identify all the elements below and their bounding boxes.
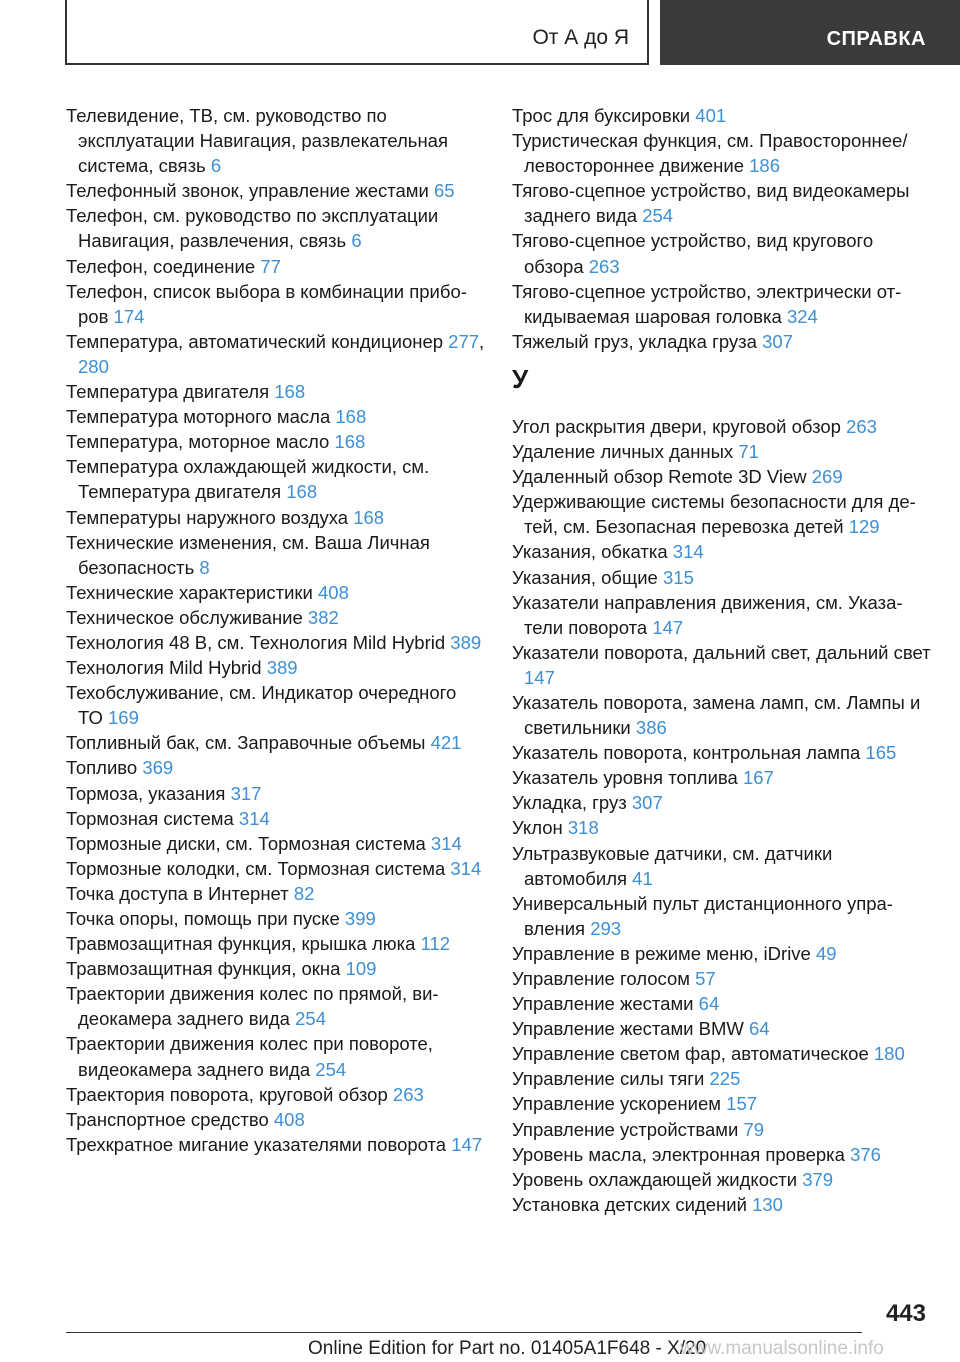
index-group-t-continued [512, 103, 932, 354]
page-reference-link[interactable]: 263 [588, 255, 620, 277]
page-reference-link[interactable]: 314 [672, 541, 704, 563]
index-entry-text: Указатели направления движения, см. Указатели поворота [512, 591, 903, 638]
index-entry-text: Топливо [66, 757, 143, 779]
index-entry-text: Траектория поворота, круговой обзор [66, 1083, 393, 1105]
index-entry [512, 891, 932, 941]
index-entry-text: Температуры наружного воздуха [66, 506, 354, 528]
page-reference-link[interactable]: 386 [635, 717, 667, 739]
page-reference-link[interactable]: 147 [524, 666, 555, 688]
index-entry [66, 254, 486, 279]
index-entry [66, 856, 486, 881]
index-entry-text: Указания, общие [512, 566, 663, 588]
index-entry [66, 630, 486, 655]
page-reference-link[interactable]: 314 [238, 807, 270, 829]
page-reference-link[interactable]: 64 [749, 1018, 770, 1040]
page-reference-link[interactable]: 112 [420, 933, 451, 955]
index-entry [512, 690, 932, 740]
index-entry [66, 203, 486, 253]
index-entry [66, 178, 486, 203]
index-entry [512, 565, 932, 590]
index-entry-text: Температура, моторное масло [66, 431, 335, 453]
index-entry [512, 489, 932, 539]
index-entry-text: Траектории движения колес по прямой, видеокамера заднего вида [66, 983, 439, 1030]
footer-edition: Online Edition for Part no. 01405A1F648 - X/20 [308, 1338, 707, 1359]
index-entry-text: Температура, автоматический кондиционер [66, 330, 449, 352]
index-entry-text: Температура охлаждающей жидкости, см. Температура двигателя [66, 456, 430, 503]
index-entry-text: Управление жестами BMW [512, 1018, 749, 1040]
header-chapter-title: СПРАВКА [826, 28, 926, 50]
index-entry [66, 680, 486, 730]
header-chapter-tab [660, 0, 960, 65]
index-entry-text: Удаление личных данных [512, 441, 739, 463]
index-entry-text: Указатели поворота, дальний свет, дальний свет [512, 641, 931, 663]
page-reference-link[interactable]: 376 [850, 1143, 881, 1165]
index-column-right [512, 103, 932, 1217]
index-entry-text: Уровень охлаждающей жидкости [512, 1168, 803, 1190]
index-entry [512, 590, 932, 640]
index-entry-text: Уклон [512, 817, 568, 839]
page-reference-link[interactable]: 169 [108, 707, 139, 729]
index-entry [66, 730, 486, 755]
index-column-left [66, 103, 486, 1157]
index-entry [512, 1192, 932, 1217]
page-reference-link[interactable]: 263 [392, 1083, 424, 1105]
index-entry-text: Указатель поворота, контрольная лампа [512, 742, 866, 764]
index-entry [66, 781, 486, 806]
index-entry [66, 931, 486, 956]
page-reference-link[interactable]: 79 [743, 1118, 765, 1140]
page-reference-link[interactable]: 277 [448, 330, 480, 352]
index-entry [66, 429, 486, 454]
index-letter-heading: У [512, 363, 529, 394]
index-entry [512, 1117, 932, 1142]
index-entry [66, 881, 486, 906]
index-entry-text: Температура двигателя [66, 381, 275, 403]
index-entry-text: Траектории движения колес при повороте, видеокамера заднего вида [66, 1033, 433, 1080]
index-entry-text: Тягово-сцепное устройство, электрически откидываемая шаровая головка [512, 280, 902, 327]
index-entry-text: Технология 48 В, см. Технология Mild Hybrid [66, 631, 451, 653]
page-reference-link[interactable]: 157 [726, 1093, 758, 1115]
index-entry [66, 1031, 486, 1081]
index-entry-text: Уровень масла, электронная проверка [512, 1143, 851, 1165]
page-reference-link[interactable]: 49 [815, 942, 837, 964]
index-entry-text: Тормозные колодки, см. Тормозная система [66, 857, 451, 879]
page-reference-link[interactable]: 317 [230, 782, 262, 804]
index-entry [66, 505, 486, 530]
index-entry [512, 841, 932, 891]
index-entry-text: Тяжелый груз, укладка груза [512, 330, 763, 352]
index-entry [66, 1107, 486, 1132]
index-entry [512, 103, 932, 128]
page-reference-link[interactable]: 314 [450, 857, 482, 879]
page-reference-link[interactable]: 408 [273, 1108, 305, 1130]
index-entry-text: Точка опоры, помощь при пуске [66, 908, 345, 929]
index-entry [512, 1091, 932, 1116]
index-entry-text: Телефон, соединение [66, 255, 261, 277]
page-reference-link[interactable]: 186 [749, 155, 781, 177]
index-entry-text: Укладка, груз [512, 792, 632, 814]
page-reference-link[interactable]: 225 [709, 1068, 741, 1090]
index-entry [512, 128, 932, 178]
index-group-u [512, 414, 932, 1217]
page-reference-link[interactable]: 147 [451, 1133, 483, 1155]
index-entry [66, 279, 486, 329]
index-entry [512, 640, 932, 690]
index-entry-text: Точка доступа в Интернет [66, 882, 294, 904]
index-entry [66, 1082, 486, 1107]
index-entry [66, 379, 486, 404]
index-entry [512, 539, 932, 564]
index-entry [66, 1132, 486, 1157]
index-entry [66, 103, 486, 178]
page-reference-link[interactable]: 379 [802, 1168, 834, 1190]
page-reference-link[interactable]: 315 [663, 566, 694, 588]
index-entry-text: Удаленный обзор Remote 3D View [512, 466, 812, 488]
page-reference-link[interactable]: 314 [430, 832, 462, 854]
page-reference-link[interactable]: 174 [113, 305, 145, 327]
index-entry [512, 228, 932, 278]
page-reference-link[interactable]: 165 [865, 742, 897, 764]
index-entry-text: Установка детских сидений [512, 1193, 753, 1215]
page-reference-link[interactable]: 389 [450, 631, 482, 653]
index-entry-text: Тормоза, указания [66, 782, 231, 804]
page-reference-link[interactable]: 280 [78, 355, 109, 377]
page-reference-link[interactable]: 401 [695, 105, 727, 126]
index-entry-text: Управление в режиме меню, iDrive [512, 942, 816, 964]
index-entry [66, 404, 486, 429]
index-entry [512, 991, 932, 1016]
index-entry [66, 906, 486, 931]
page-reference-link[interactable]: 8 [199, 556, 210, 578]
page-reference-link[interactable]: 82 [293, 882, 315, 904]
page-reference-link[interactable]: 71 [738, 441, 759, 463]
header-section-box [65, 0, 649, 65]
index-entry [512, 329, 932, 354]
page-reference-link[interactable]: 399 [344, 908, 376, 929]
index-entry-text: Техобслуживание, см. Индикатор очередного ТО [66, 682, 457, 729]
index-entry-text: Управление жестами [512, 993, 699, 1015]
page-reference-link[interactable]: 77 [260, 255, 281, 277]
index-entry-text: Техническое обслуживание [66, 606, 308, 628]
index-entry [512, 1066, 932, 1091]
index-entry-text: Управление устройствами [512, 1118, 744, 1140]
page-reference-link[interactable]: 324 [786, 305, 818, 327]
page-reference-link[interactable]: 6 [351, 230, 362, 252]
page-reference-link[interactable]: 254 [295, 1008, 326, 1030]
index-entry [512, 765, 932, 790]
index-entry-text: Тормозная система [66, 807, 239, 829]
page-reference-link[interactable]: 41 [632, 867, 653, 889]
index-entry-text: Транспортное средство [66, 1108, 274, 1130]
page-reference-link[interactable]: 293 [590, 917, 622, 939]
page-reference-link[interactable]: 168 [286, 481, 318, 503]
index-entry-text: Ультразвуковые датчики, см. датчики автомобиля [512, 842, 833, 889]
page-reference-link[interactable]: 369 [142, 757, 174, 779]
index-entry-text: Тягово-сцепное устройство, вид видеокамеры заднего вида [512, 180, 910, 227]
index-entry-text: Указания, обкатка [512, 541, 673, 563]
index-entry [66, 605, 486, 630]
page-reference-link[interactable]: 6 [210, 155, 222, 177]
page-reference-link[interactable]: 167 [742, 767, 774, 789]
footer-watermark: www.manualsonline.info [680, 1338, 884, 1359]
page-reference-link[interactable]: 263 [846, 415, 877, 437]
index-entry-text: Управление ускорением [512, 1093, 727, 1115]
index-entry-text: Указатель уровня топлива [512, 767, 743, 789]
index-entry [512, 1142, 932, 1167]
index-entry [66, 981, 486, 1031]
index-entry [66, 755, 486, 780]
page-reference-link[interactable]: 254 [315, 1058, 347, 1080]
index-entry [512, 178, 932, 228]
index-entry-text: Температура моторного масла [66, 406, 336, 428]
footer-divider [66, 1332, 862, 1333]
index-entry-text: Технология Mild Hybrid [66, 657, 267, 679]
index-entry [512, 1041, 932, 1066]
page-number: 443 [885, 1300, 926, 1327]
page-reference-link[interactable]: 408 [318, 581, 349, 603]
page-reference-link[interactable]: 65 [433, 180, 455, 202]
index-entry [512, 279, 932, 329]
index-entry [512, 414, 932, 439]
index-entry-text: Тягово-сцепное устройство, вид кругового обзора [512, 230, 874, 277]
page-reference-link[interactable]: 269 [811, 466, 843, 488]
page-reference-link[interactable]: 389 [266, 657, 298, 679]
index-entry-text: Управление светом фар, автоматическое [512, 1043, 874, 1065]
page-reference-link[interactable]: 168 [353, 506, 385, 528]
page-reference-link[interactable]: 168 [274, 381, 306, 403]
index-entry-text: Тормозные диски, см. Тормозная система [66, 832, 431, 854]
page-reference-link[interactable]: 64 [698, 993, 720, 1015]
index-entry-text: Указатель поворота, замена ламп, см. Лампы и светильники [512, 691, 921, 739]
index-entry-text: Удерживающие системы безопасности для детей, см. Безопасная перевозка детей [512, 491, 916, 538]
index-entry [66, 831, 486, 856]
index-entry-text: Универсальный пульт дистанционного управления [512, 892, 893, 939]
index-entry: Температура, автоматический кондиционер 277, 280 [66, 330, 485, 377]
page-reference-link[interactable]: 168 [335, 406, 367, 428]
page-reference-link[interactable]: 382 [307, 606, 339, 628]
index-entry [512, 815, 932, 840]
page-reference-link[interactable]: 130 [752, 1193, 783, 1215]
index-entry [512, 1016, 932, 1041]
index-entry-text: Трос для буксировки [512, 105, 696, 126]
index-entry-text: Управление голосом [512, 968, 696, 989]
page-reference-link[interactable]: 147 [652, 616, 684, 638]
index-entry [66, 956, 486, 981]
index-entry [512, 740, 932, 765]
index-entry-text: Топливный бак, см. Заправочные объемы [66, 732, 431, 754]
page-reference-link[interactable]: 421 [430, 732, 462, 754]
index-entry [66, 454, 486, 504]
header-section-title: От А до Я [532, 26, 629, 49]
index-entry-text: Телефонный звонок, управление жестами [66, 180, 434, 202]
index-entry [66, 530, 486, 580]
index-entry-text: Технические изменения, см. Ваша Личная безопасность [66, 531, 430, 578]
index-entry-text: Травмозащитная функция, крышка люка [66, 933, 421, 955]
index-entry [512, 790, 932, 815]
index-entry-text: Телефон, список выбора в комбинации приборов [66, 280, 467, 327]
page-reference-link[interactable]: 109 [345, 958, 377, 980]
index-entry [512, 941, 932, 966]
index-entry-text: Телефон, см. руководство по эксплуатации Навигация, развлечения, связь [66, 205, 439, 252]
page-reference-link[interactable]: 307 [762, 330, 793, 352]
page-reference-link[interactable]: 57 [695, 968, 716, 989]
index-entry [66, 806, 486, 831]
index-entry [512, 464, 932, 489]
index-entry-text: Туристическая функция, см. Правостороннее/ левостороннее движение [512, 130, 908, 177]
index-entry [512, 1167, 932, 1192]
page-reference-link[interactable]: 180 [873, 1043, 905, 1065]
index-entry-text: Телевидение, ТВ, см. руководство по эксплуатации Навигация, развлекательная система, связь [66, 105, 448, 177]
page-reference-link[interactable]: 129 [848, 516, 880, 538]
index-entry [512, 439, 932, 464]
index-entry-text: Угол раскрытия двери, круговой обзор [512, 415, 847, 437]
page-reference-link[interactable]: 254 [642, 205, 674, 227]
index-entry-text: Травмозащитная функция, окна [66, 958, 346, 980]
index-entry-text: Технические характеристики [66, 581, 318, 603]
page-reference-link[interactable]: 318 [567, 817, 599, 839]
index-entry-text: Управление силы тяги [512, 1068, 710, 1090]
page-reference-link[interactable]: 307 [631, 792, 663, 814]
index-entry [66, 655, 486, 680]
page-reference-link[interactable]: 168 [334, 431, 366, 453]
index-entry-text: Трехкратное мигание указателями поворота [66, 1133, 452, 1155]
index-entry [66, 580, 486, 605]
index-entry [512, 966, 932, 991]
